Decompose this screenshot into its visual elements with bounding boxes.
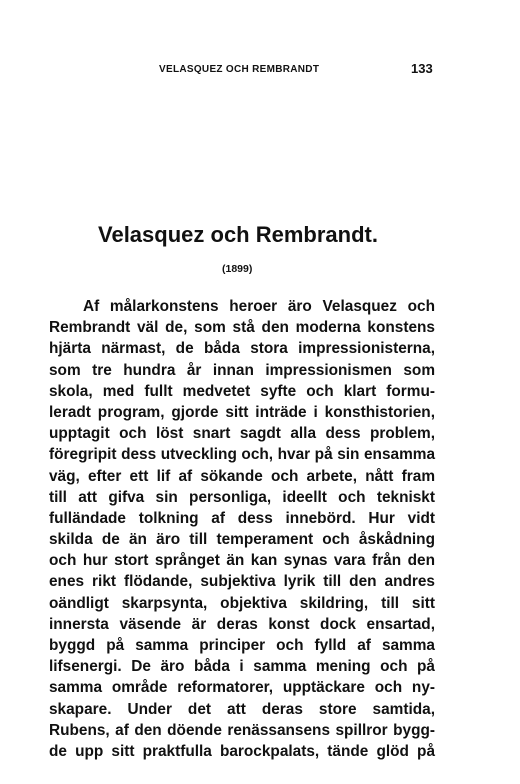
page-number: 133 [411,61,433,76]
text-line: upptagit och löst snart sagdt alla dess problem, [49,425,435,443]
text-line: byggd på samma principer och fylld af samma [49,637,435,654]
text-line: till att gifva sin personliga, ideellt och tekniskt [49,488,435,506]
text-line: Rembrandt väl de, som stå den moderna konstens [49,319,435,337]
text-line: väg, efter ett lif af sökande och arbete, nått fram [49,467,435,485]
text-line: lifsenergi. De äro båda i samma mening och på [49,658,435,676]
text-line: hjärta närmast, de båda stora impressionisterna, [49,340,435,358]
text-line: fulländade tolkning af dess innebörd. Hur vidt [49,509,435,527]
text-line: oändligt skarpsynta, objektiva skildring, till sitt [49,594,435,612]
text-line: och hur stort språnget än kan synas vara från den [49,552,435,570]
chapter-title: Velasquez och Rembrandt. [98,222,378,247]
text-line: Rubens, af den döende renässansens spillror bygg- [49,721,435,739]
text-line: enes rikt flödande, subjektiva lyrik till den andres [49,573,435,591]
text-line: som tre hundra år innan impressionismen som [49,361,435,379]
text-line: Af målarkonstens heroer äro Velasquez och [83,298,435,315]
text-line: innersta väsende är deras konst dock ensartad, [49,615,435,633]
body-paragraph [49,296,435,762]
running-head: VELASQUEZ OCH REMBRANDT [159,64,320,75]
chapter-year: (1899) [222,263,253,275]
text-line: skapare. Under det att deras store samtida, [49,700,435,718]
text-line: samma område reformatorer, upptäckare och ny- [49,679,435,697]
text-line: leradt program, gjorde sitt inträde i konsthistorien, [49,403,435,421]
text-line: föregripit dess utveckling och, hvar på sin ensamma [49,446,435,464]
text-line: skilda de än äro till temperament och åskådning [49,531,435,549]
text-line: de upp sitt praktfulla barockpalats, tände glöd på [49,742,435,760]
text-line: skola, med fullt medvetet syfte och klart formu- [49,382,435,400]
